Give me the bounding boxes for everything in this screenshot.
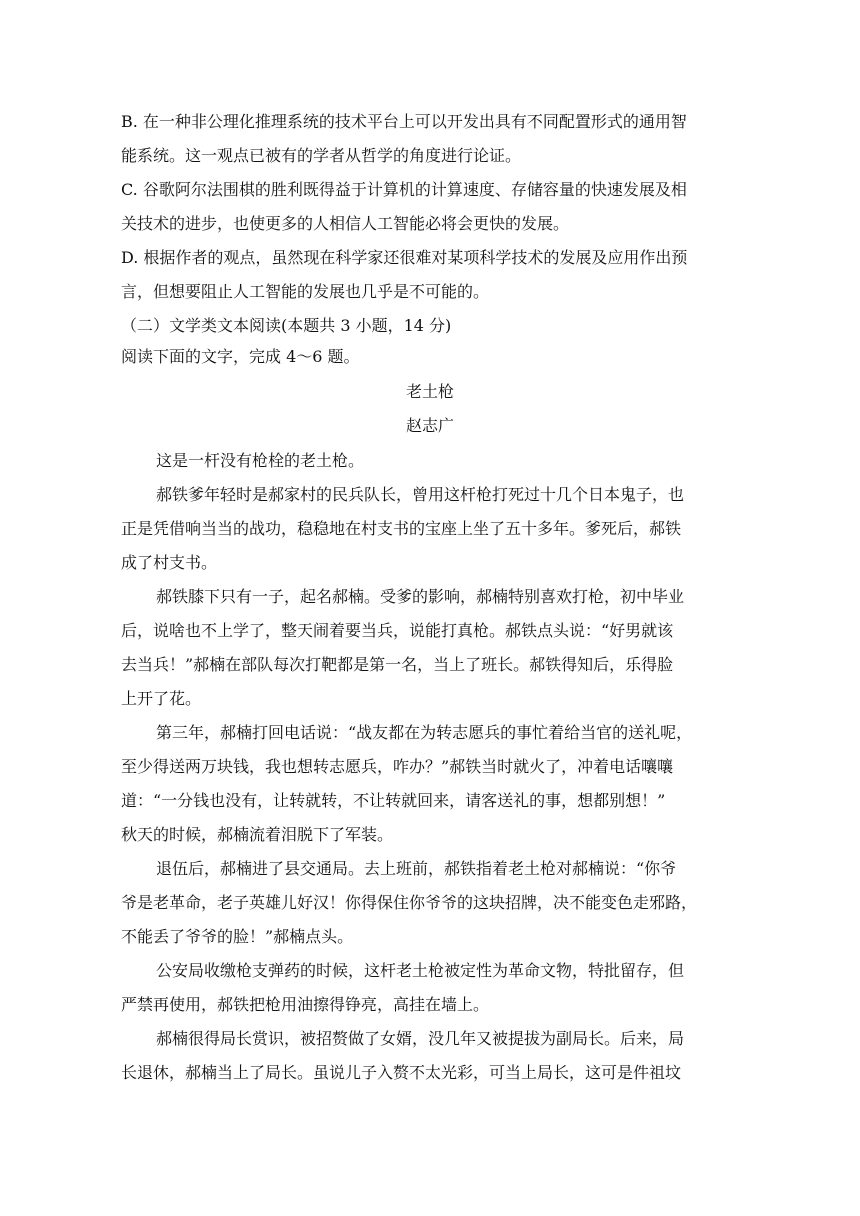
story-line: 上开了花。	[121, 689, 202, 708]
story-author: 赵志广	[405, 416, 454, 435]
story-line: 长退休，郝楠当上了局长。虽说儿子入赘不太光彩，可当上局长，这可是件祖坟	[121, 1063, 682, 1082]
story-line: 道：“一分钱也没有，让转就转，不让转就回来，请客送礼的事，想都别想！”	[121, 791, 666, 810]
story-line: 至少得送两万块钱，我也想转志愿兵，咋办？”郝铁当时就火了，冲着电话嚷嚷	[121, 757, 674, 776]
story-line: 严禁再使用，郝铁把枪用油擦得铮亮，高挂在墙上。	[121, 995, 490, 1014]
story-line: 公安局收缴枪支弹药的时候，这杆老土枪被定性为革命文物，特批留存，但	[156, 961, 685, 980]
section-heading: （二）文学类文本阅读(本题共 3 小题，14 分)	[121, 316, 452, 335]
story-line: 正是凭借响当当的战功，稳稳地在村支书的宝座上坐了五十多年。爹死后，郝铁	[121, 519, 682, 538]
story-line: 这是一杆没有枪栓的老土枪。	[156, 451, 365, 470]
story-line: 退伍后，郝楠进了县交通局。去上班前，郝铁指着老土枪对郝楠说：“你爷	[156, 859, 677, 878]
story-line: 后，说啥也不上学了，整天闹着要当兵，说能打真枪。郝铁点头说：“好男就该	[121, 621, 674, 640]
story-line: 爷是老革命，老子英雄儿好汉！你得保住你爷爷的这块招牌，决不能变色走邪路，	[121, 893, 698, 912]
story-line: 郝铁膝下只有一子，起名郝楠。受爹的影响，郝楠特别喜欢打枪，初中毕业	[156, 587, 685, 606]
option-c-line-1: C. 谷歌阿尔法围棋的胜利既得益于计算机的计算速度、存储容量的快速发展及相	[121, 180, 687, 199]
option-b-line-2: 能系统。这一观点已被有的学者从哲学的角度进行论证。	[121, 146, 522, 165]
story-line: 成了村支书。	[121, 553, 218, 572]
option-d-line-2: 言，但想要阻止人工智能的发展也几乎是不可能的。	[121, 282, 490, 301]
section-instruction: 阅读下面的文字，完成 4～6 题。	[121, 347, 360, 366]
story-line: 去当兵！”郝楠在部队每次打靶都是第一名，当上了班长。郝铁得知后，乐得脸	[121, 655, 674, 674]
story-title: 老土枪	[405, 382, 454, 401]
story-line: 郝铁爹年轻时是郝家村的民兵队长，曾用这杆枪打死过十几个日本鬼子，也	[156, 485, 685, 504]
story-line: 不能丢了爷爷的脸！”郝楠点头。	[121, 927, 354, 946]
option-d-line-1: D. 根据作者的观点，虽然现在科学家还很难对某项科学技术的发展及应用作出预	[121, 248, 688, 267]
story-line: 秋天的时候，郝楠流着泪脱下了军装。	[121, 825, 394, 844]
story-line: 第三年，郝楠打回电话说：“战友都在为转志愿兵的事忙着给当官的送礼呢，	[156, 723, 693, 742]
story-line: 郝楠很得局长赏识，被招赘做了女婿，没几年又被提拔为副局长。后来，局	[156, 1029, 685, 1048]
option-c-line-2: 关技术的进步，也使更多的人相信人工智能必将会更快的发展。	[121, 214, 570, 233]
option-b-line-1: B. 在一种非公理化推理系统的技术平台上可以开发出具有不同配置形式的通用智	[121, 112, 687, 131]
